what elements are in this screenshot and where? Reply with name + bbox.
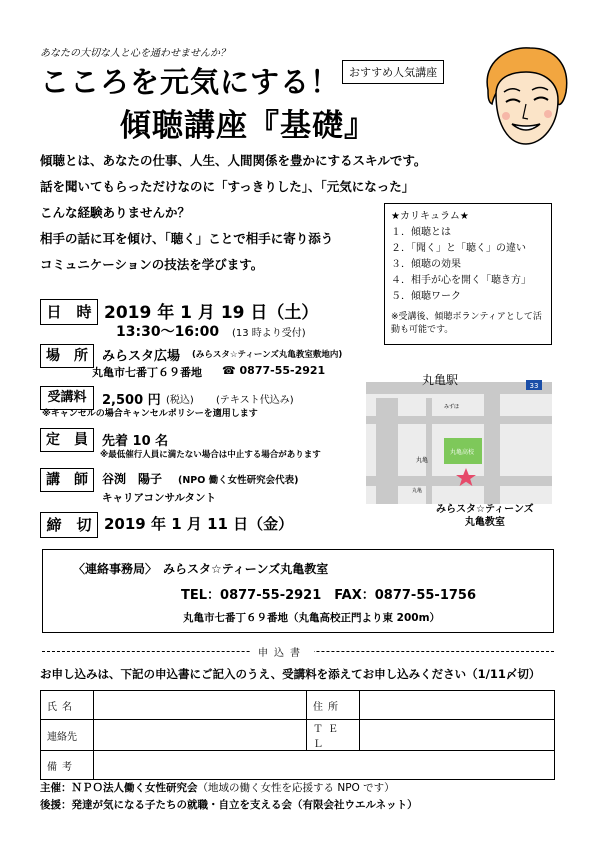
host-line [40,780,395,795]
tagline: あなたの大切な人と心を通わせませんか？ [40,48,230,59]
intro-line: 傾聴とは、あなたの仕事、人生、人間関係を豊かにするスキルです。 [40,153,427,168]
route-number: 33 [529,382,539,390]
fee-text: (テキスト代込み) [216,395,294,406]
application-instructions: お申し込みは、下記の申込書にご記入のうえ、受講料を添えてお申し込みください（1/11〆切） [40,667,541,681]
access-map [366,364,552,504]
capacity-value: 先着 10 名 [102,434,169,449]
deadline-value: 2019 年 1 月 11 日（金） [104,515,294,533]
contact-address: 丸亀市七番丁６９番地（丸亀高校正門より東 200m） [183,612,441,624]
remarks-field[interactable] [94,751,555,780]
fee-note: ※キャンセルの場合キャンセルポリシーを適用します [42,409,258,419]
curriculum-item: ２．「聞く」と「聴く」の違い [391,243,526,254]
tel-field[interactable] [360,720,555,751]
application-title: 申込書 [250,644,314,659]
fee-label: 受講料 [40,386,94,410]
curriculum-box [384,203,552,345]
curriculum-item: ４．相手が心を開く「聴き方」 [391,275,531,286]
place-phone: ☎ 0877-55-2921 [222,364,326,377]
map-caption-line: みらスタ☆ティーンズ [436,504,534,515]
field-label-contact: 連絡先 [41,720,94,751]
curriculum-item: １．傾聴とは [391,227,451,238]
host-note: （地域の働く女性を応援する NPO です） [197,782,395,794]
map-label-left: 丸亀 [416,457,429,464]
place-label: 場 所 [40,344,94,368]
address-field[interactable] [360,691,555,720]
map-label-small: 丸亀 [412,488,423,494]
curriculum-title: ★カリキュラム★ [391,211,469,222]
field-label-address: 住所 [307,691,360,720]
curriculum-note: ※受講後、傾聴ボランティアとして活動も可能です。 [391,312,542,335]
intro-line: 話を聞いてもらっただけなのに「すっきりした」、「元気になった」 [40,179,415,194]
place-address: 丸亀市七番丁６９番地 [92,366,202,379]
time-value: 13:30～16:00 [116,324,220,340]
field-label-remarks: 備考 [41,751,94,780]
field-label-tel: ＴＥＬ [307,720,360,751]
fee-value: 2,500 円 [102,393,161,408]
lecturer-org: (NPO 働く女性研究会代表) [178,475,299,486]
date-value: 2019 年 1 月 19 日（土） [104,303,319,323]
intro-line: コミュニケーションの技法を学びます。 [40,257,264,272]
field-label-name: 氏名 [41,691,94,720]
station-label: 丸亀駅 [422,373,459,387]
host-name: 主催：ＮＰＯ法人働く女性研究会 [40,782,198,794]
intro-line: こんな経験ありませんか？ [40,205,191,220]
map-caption [436,503,534,529]
lecturer-name: 谷渕 陽子 [102,472,163,486]
place-note: (みらスタ☆ティーンズ丸亀教室敷地内) [192,350,343,360]
capacity-label: 定 員 [40,428,94,452]
lecturer-illustration [474,44,574,152]
page-subtitle: 傾聴講座『基礎』 [120,108,376,144]
school-label: 丸亀高校 [449,449,475,456]
map-label-small: みずほ [444,404,460,410]
application-form [40,690,555,780]
curriculum-item: ５．傾聴ワーク [391,291,461,302]
contact-office: 〈連絡事務局〉 みらスタ☆ティーンズ丸亀教室 [73,562,329,576]
lecturer-title: キャリアコンサルタント [102,492,217,504]
time-note: (13 時より受付) [232,328,306,339]
recommend-badge: おすすめ人気講座 [342,60,444,84]
page-title: こころを元気にする！ [40,65,341,99]
map-caption-line: 丸亀教室 [464,517,505,528]
contact-box [42,549,554,633]
lecturer-label: 講 師 [40,468,94,492]
contact-field[interactable] [94,720,307,751]
contact-tel: TEL：0877-55-2921 FAX：0877-55-1756 [181,588,476,603]
place-value: みらスタ広場 [102,349,181,364]
capacity-note: ※最低催行人員に満たない場合は中止する場合があります [100,450,321,460]
support-line: 後援：発達が気になる子たちの就職・自立を支える会（有限会社ウエルネット） [40,799,418,811]
fee-tax: (税込) [166,395,194,406]
curriculum-item: ３．傾聴の効果 [391,259,461,270]
deadline-label: 締 切 [40,512,98,538]
name-field[interactable] [94,691,307,720]
date-label: 日 時 [40,299,98,325]
intro-line: 相手の話に耳を傾け、「聴く」ことで相手に寄り添う [40,231,334,246]
